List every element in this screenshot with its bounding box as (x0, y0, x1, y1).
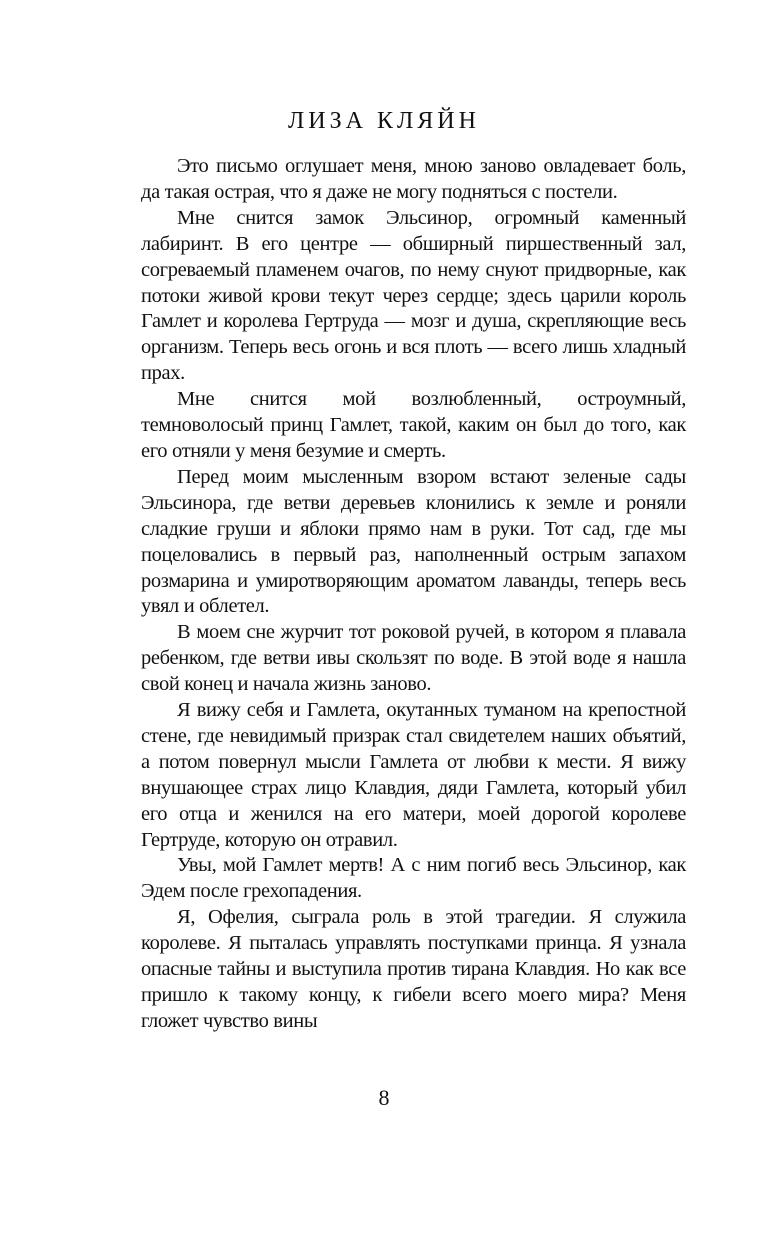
paragraph: Перед моим мысленным взором встают зеленые сады Эльсинора, где ветви деревьев клонились к земле и роняли сладкие груши и яблоки прямо нам в руки. Тот сад, где мы поцеловались в первый раз, наполненный острым запахом розмарина и умиротворяющим ароматом лаванды, теперь весь увял и облетел. (141, 465, 686, 618)
paragraph: Это письмо оглушает меня, мною заново овладевает боль, да такая острая, что я даже не могу подняться с постели. (141, 155, 686, 203)
paragraph: Увы, мой Гамлет мертв! А с ним погиб весь Эльсинор, как Эдем после грехопадения. (141, 854, 686, 903)
page-number: 8 (378, 1085, 390, 1110)
paragraph: Я, Офелия, сыграла роль в этой трагедии. Я служила королеве. Я пыталась управлять поступками принца. Я узнала опасные тайны и выступила против тирана Клавдия. Но как все пришло к такому концу, к гибели всего моего мира? Меня гложет чувство вины (141, 906, 686, 1032)
paragraph: В моем сне журчит тот роковой ручей, в котором я плавала ребенком, где ветви ивы скользят по воде. В этой воде я нашла свой конец и начала жизнь заново. (141, 621, 686, 696)
paragraph: Мне снится мой возлюбленный, остроумный, темноволосый принц Гамлет, такой, каким он был до того, как его отняли у меня безумие и смерть. (141, 388, 686, 462)
running-title: ЛИЗА КЛЯЙН (288, 108, 480, 134)
body-text (141, 154, 686, 1035)
paragraph: Я вижу себя и Гамлета, окутанных туманом на крепостной стене, где невидимый призрак стал свидетелем наших объятий, а потом повернул мысли Гамлета от любви к мести. Я вижу внушающее страх лицо Клавдия, дяди Гамлета, который убил его отца и женился на его матери, моей дорогой королеве Гертруде, которую он отравил. (141, 699, 686, 851)
paragraph: Мне снится замок Эльсинор, огромный каменный лабиринт. В его центре — обширный пиршественный зал, согреваемый пламенем очагов, по нему снуют придворные, как потоки живой крови текут через сердце; здесь царили король Гамлет и королева Гертруда — мозг и душа, скрепляющие весь организм. Теперь весь огонь и вся плоть — всего лишь хладный прах. (141, 206, 686, 385)
